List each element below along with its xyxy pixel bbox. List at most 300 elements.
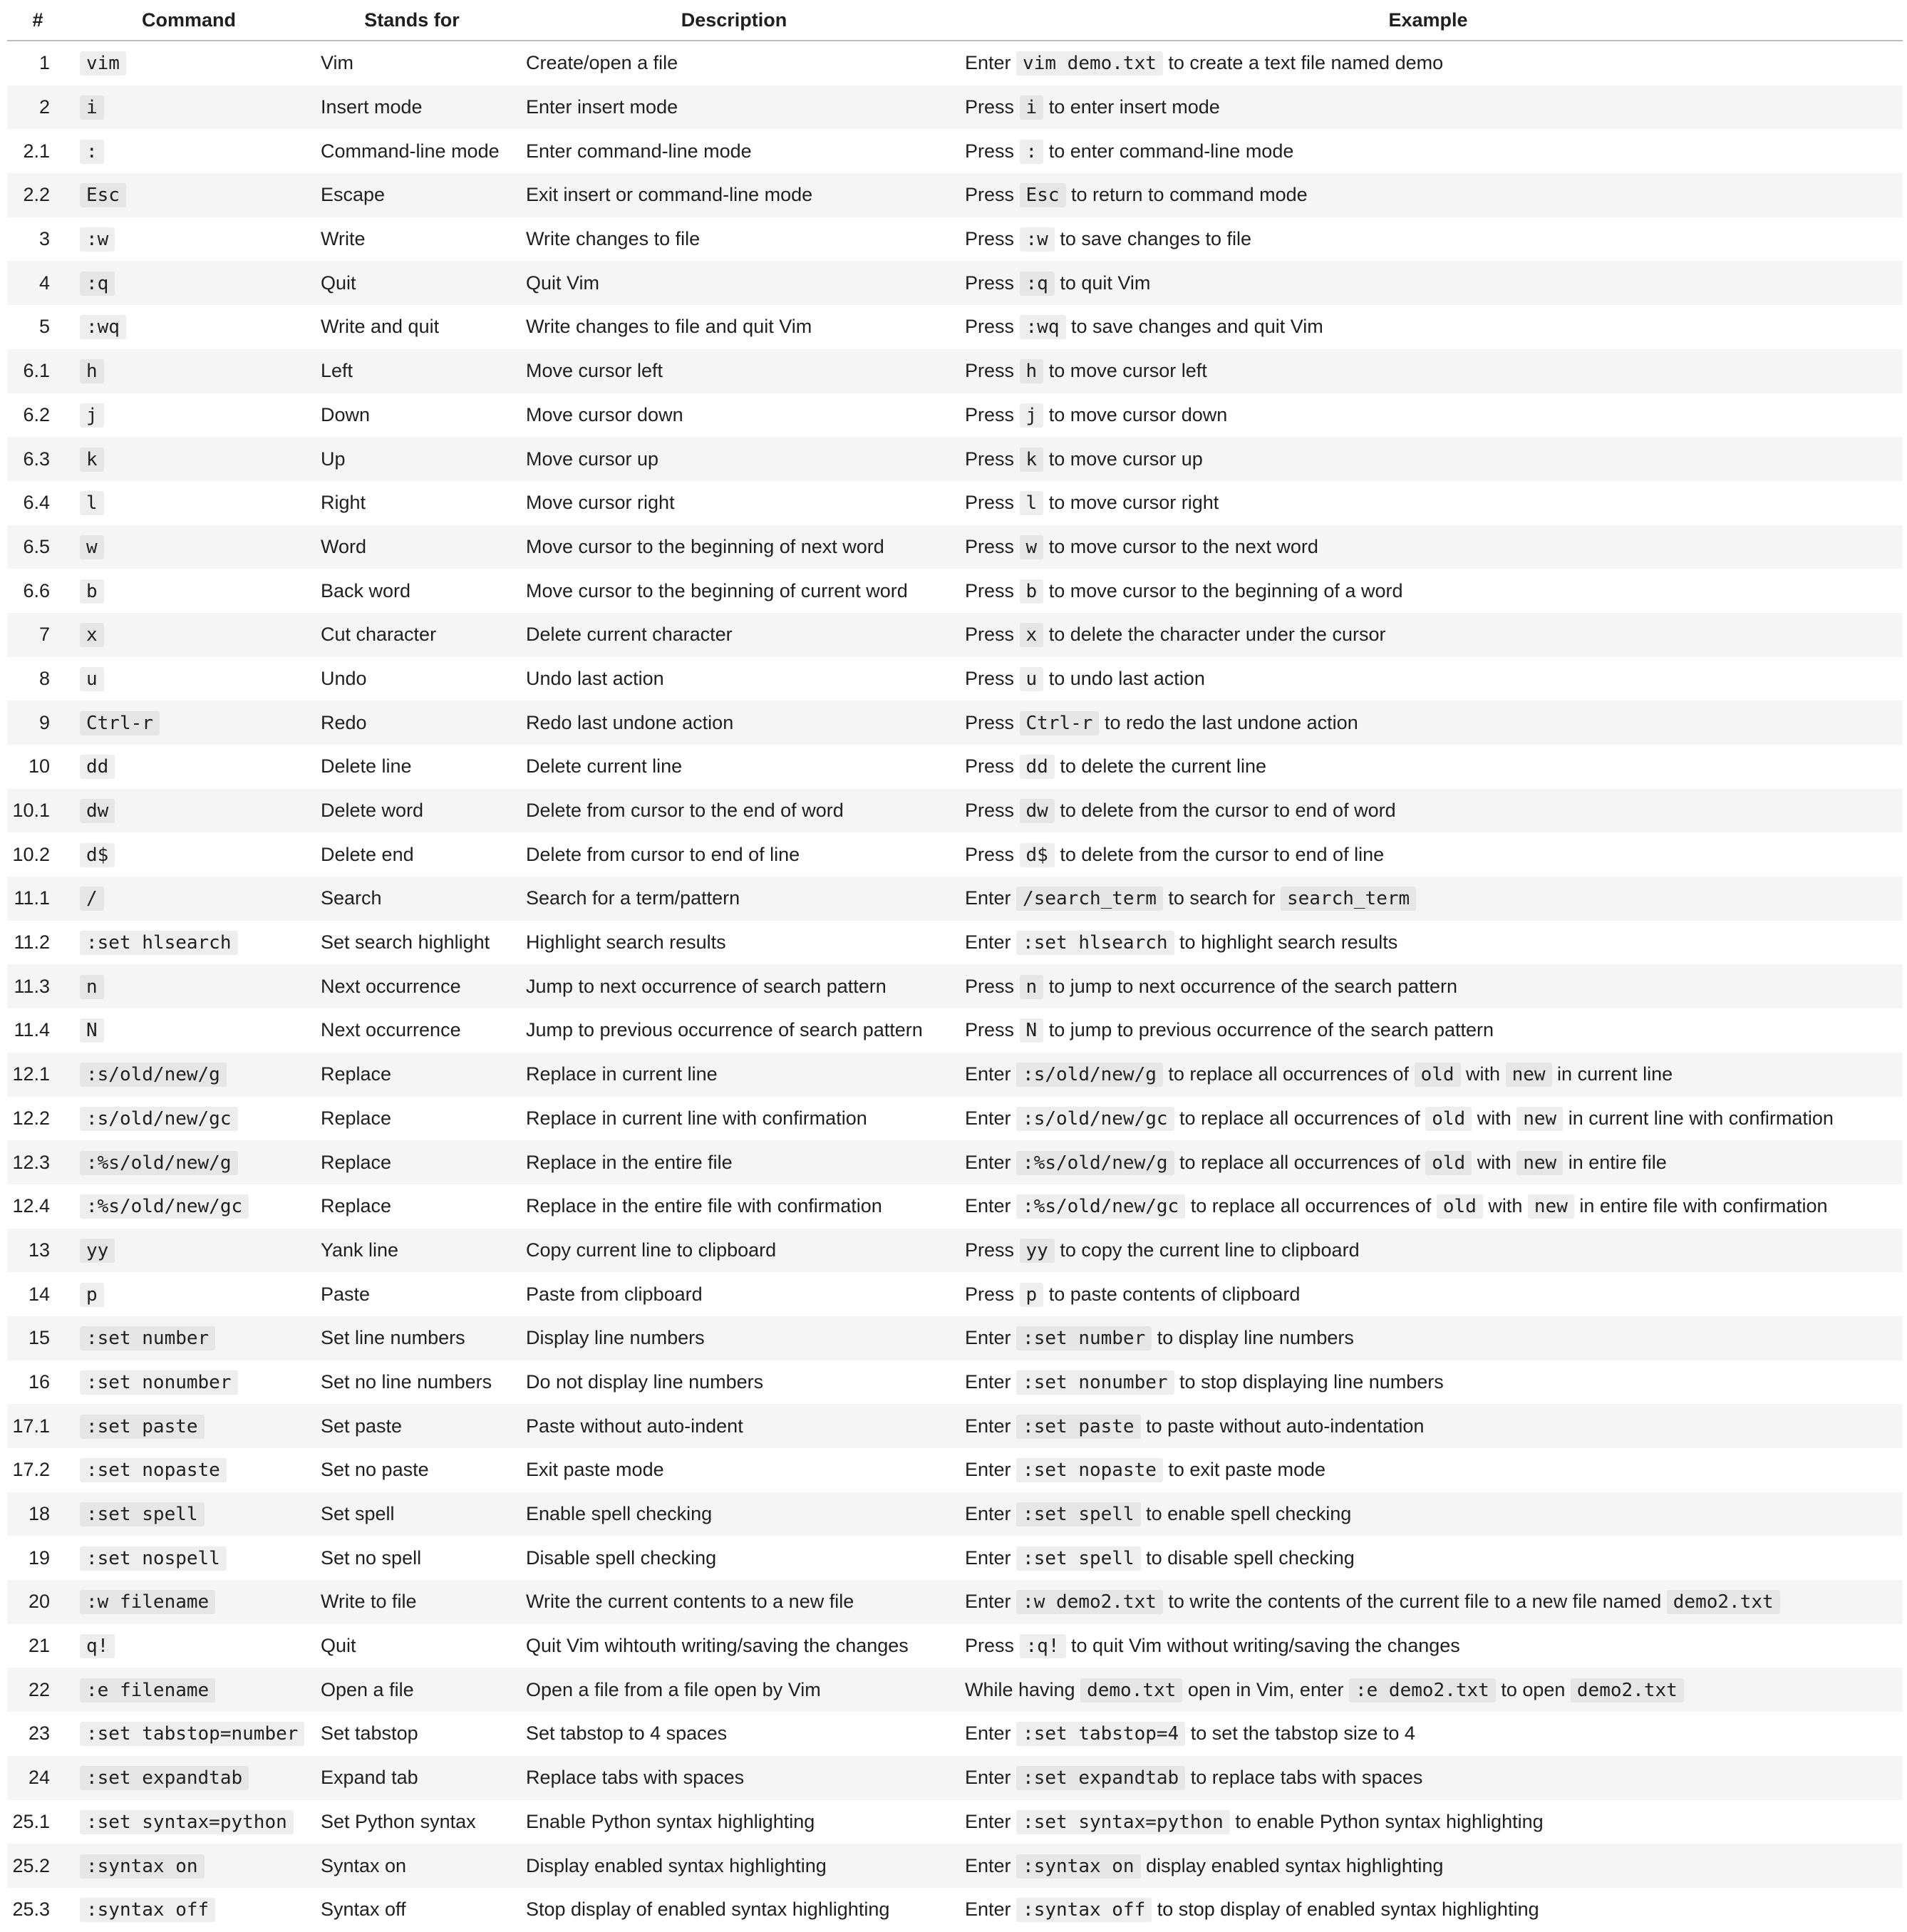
command-code: :wq bbox=[80, 315, 126, 339]
example-code: :s/old/new/g bbox=[1016, 1063, 1163, 1087]
example-code: :w bbox=[1020, 227, 1055, 252]
stands-for-cell: Quit bbox=[321, 1635, 356, 1657]
example-text: to enable spell checking bbox=[1140, 1503, 1352, 1525]
description-cell: Redo last undone action bbox=[515, 701, 954, 745]
command-cell bbox=[68, 613, 309, 657]
example-cell bbox=[954, 613, 1903, 657]
command-cell bbox=[68, 1668, 309, 1712]
table-row bbox=[7, 657, 1903, 701]
example-code: demo.txt bbox=[1080, 1678, 1182, 1703]
command-cell bbox=[68, 1229, 309, 1273]
example-text: Enter bbox=[965, 1591, 1017, 1613]
command-cell bbox=[68, 921, 309, 965]
example-code: :set syntax=python bbox=[1016, 1810, 1230, 1834]
example-text: Press bbox=[965, 711, 1020, 733]
command-cell bbox=[68, 86, 309, 130]
example-code: d$ bbox=[1020, 843, 1055, 867]
command-cell bbox=[68, 349, 309, 393]
example-code: i bbox=[1020, 95, 1044, 120]
description-cell: Exit insert or command-line mode bbox=[515, 173, 954, 217]
example-text: Enter bbox=[965, 1107, 1017, 1129]
command-cell bbox=[68, 701, 309, 745]
command-cell bbox=[68, 1053, 309, 1097]
row-number: 11.1 bbox=[7, 877, 68, 921]
stands-for-cell: Replace bbox=[321, 1195, 392, 1217]
example-cell bbox=[954, 1536, 1903, 1580]
stands-for-cell: Set no paste bbox=[321, 1459, 429, 1481]
description-cell: Display enabled syntax highlighting bbox=[515, 1844, 954, 1888]
stands-for-cell: Delete word bbox=[309, 789, 515, 833]
example-cell bbox=[954, 832, 1903, 877]
command-cell bbox=[68, 1580, 309, 1624]
example-code: new bbox=[1506, 1063, 1552, 1087]
command-cell bbox=[68, 1008, 309, 1053]
example-cell bbox=[954, 1624, 1903, 1668]
example-cell bbox=[954, 1360, 1903, 1405]
example-text: to search for bbox=[1162, 887, 1281, 909]
example-text: to move cursor up bbox=[1043, 448, 1203, 470]
row-number: 2 bbox=[7, 86, 68, 130]
stands-for-cell: Syntax on bbox=[309, 1844, 515, 1888]
table-row bbox=[7, 393, 1903, 438]
example-cell bbox=[954, 1712, 1903, 1756]
row-number: 12.4 bbox=[12, 1195, 50, 1217]
example-text: in current line with confirmation bbox=[1563, 1107, 1834, 1129]
stands-for-cell: Open a file bbox=[309, 1668, 515, 1712]
table-row bbox=[7, 1844, 1903, 1888]
command-cell bbox=[68, 832, 309, 877]
stands-for-cell: Back word bbox=[321, 579, 411, 601]
table-row bbox=[7, 921, 1903, 965]
example-code: :q bbox=[1020, 272, 1055, 296]
example-cell bbox=[954, 921, 1903, 965]
example-code: :w demo2.txt bbox=[1016, 1590, 1163, 1614]
example-text: to enter command-line mode bbox=[1043, 140, 1294, 162]
table-row bbox=[7, 1624, 1903, 1668]
example-text: Press bbox=[965, 535, 1020, 557]
example-text: Press bbox=[965, 448, 1020, 470]
row-number: 4 bbox=[7, 261, 68, 305]
row-number: 12.1 bbox=[7, 1053, 68, 1097]
command-cell bbox=[68, 1184, 309, 1229]
example-code: :set expandtab bbox=[1016, 1766, 1185, 1790]
example-text: Enter bbox=[965, 1327, 1017, 1349]
command-code: x bbox=[80, 623, 104, 647]
table-row bbox=[7, 129, 1903, 173]
example-cell bbox=[954, 86, 1903, 130]
example-cell bbox=[954, 964, 1903, 1008]
example-code: u bbox=[1020, 667, 1044, 691]
example-text: to save changes and quit Vim bbox=[1065, 316, 1323, 338]
table-row bbox=[7, 832, 1903, 877]
example-cell bbox=[954, 1272, 1903, 1316]
command-code: : bbox=[80, 140, 104, 164]
example-text: Press bbox=[965, 184, 1020, 206]
example-text: Press bbox=[965, 667, 1020, 689]
header-example: Example bbox=[954, 0, 1903, 41]
example-cell bbox=[954, 1097, 1903, 1141]
example-code: b bbox=[1020, 579, 1044, 604]
example-text: with bbox=[1472, 1107, 1517, 1129]
command-code: :set nospell bbox=[80, 1546, 227, 1571]
example-text: in entire file bbox=[1563, 1151, 1667, 1173]
row-number: 23 bbox=[28, 1722, 50, 1745]
stands-for-cell: Word bbox=[309, 525, 515, 569]
stands-for-cell: Up bbox=[309, 437, 515, 481]
example-text: Press bbox=[965, 1019, 1020, 1041]
table-row bbox=[7, 349, 1903, 393]
example-cell bbox=[954, 1404, 1903, 1448]
command-code: Esc bbox=[80, 183, 126, 207]
command-cell bbox=[68, 1536, 309, 1580]
example-code: Esc bbox=[1020, 183, 1066, 207]
table-row bbox=[7, 1053, 1903, 1097]
table-row bbox=[7, 613, 1903, 657]
table-row bbox=[7, 481, 1903, 525]
row-number: 22 bbox=[7, 1668, 68, 1712]
command-code: :syntax on bbox=[80, 1854, 205, 1879]
example-cell bbox=[954, 1316, 1903, 1360]
stands-for-cell: Insert mode bbox=[309, 86, 515, 130]
command-cell bbox=[68, 789, 309, 833]
example-text: Enter bbox=[965, 1546, 1017, 1569]
stands-for-cell: Next occurrence bbox=[309, 964, 515, 1008]
command-cell bbox=[68, 41, 309, 86]
row-number: 15 bbox=[7, 1316, 68, 1360]
stands-for-cell: Replace bbox=[321, 1107, 392, 1129]
example-text: Enter bbox=[965, 931, 1017, 954]
table-row bbox=[7, 86, 1903, 130]
example-cell bbox=[954, 1492, 1903, 1536]
example-text: to jump to previous occurrence of the search pattern bbox=[1043, 1019, 1494, 1041]
example-text: to create a text file named demo bbox=[1162, 52, 1444, 74]
example-text: to copy the current line to clipboard bbox=[1054, 1239, 1360, 1261]
stands-for-cell: Replace bbox=[309, 1140, 515, 1184]
example-cell bbox=[954, 1888, 1903, 1932]
example-text: Press bbox=[965, 140, 1020, 162]
stands-for-cell: Undo bbox=[321, 667, 367, 689]
row-number: 12.2 bbox=[12, 1107, 50, 1129]
example-text: to enter insert mode bbox=[1043, 96, 1220, 118]
command-code: w bbox=[80, 535, 104, 559]
description-cell: Move cursor right bbox=[526, 492, 675, 514]
table-row bbox=[7, 173, 1903, 217]
description-cell: Enable Python syntax highlighting bbox=[526, 1810, 815, 1832]
example-code: l bbox=[1020, 491, 1044, 515]
stands-for-cell: Expand tab bbox=[309, 1756, 515, 1800]
command-code: :set hlsearch bbox=[80, 931, 238, 955]
command-code: :set syntax=python bbox=[80, 1810, 294, 1834]
example-text: in current line bbox=[1551, 1063, 1673, 1085]
command-code: :set nopaste bbox=[80, 1458, 227, 1482]
example-text: to move cursor right bbox=[1043, 492, 1219, 514]
example-cell bbox=[954, 1053, 1903, 1097]
example-code: :set hlsearch bbox=[1016, 931, 1174, 955]
table-row bbox=[7, 1668, 1903, 1712]
row-number: 9 bbox=[7, 701, 68, 745]
example-code: : bbox=[1020, 140, 1044, 164]
stands-for-cell: Write and quit bbox=[321, 316, 440, 338]
example-code: x bbox=[1020, 623, 1044, 647]
command-cell bbox=[68, 1492, 309, 1536]
table-row bbox=[7, 1800, 1903, 1844]
command-cell bbox=[68, 1844, 309, 1888]
command-code: q! bbox=[80, 1634, 115, 1658]
command-code: :%s/old/new/g bbox=[80, 1151, 238, 1175]
example-text: Press bbox=[965, 316, 1020, 338]
example-code: :syntax off bbox=[1016, 1898, 1152, 1922]
description-cell: Delete from cursor to the end of word bbox=[515, 789, 954, 833]
example-text: to move cursor to the beginning of a word bbox=[1043, 579, 1403, 601]
example-text: to delete the current line bbox=[1054, 755, 1267, 778]
row-number: 10 bbox=[28, 755, 50, 778]
stands-for-cell: Set search highlight bbox=[321, 931, 490, 954]
example-text: Enter bbox=[965, 1459, 1017, 1481]
command-code: :set nonumber bbox=[80, 1370, 238, 1395]
example-text: Press bbox=[965, 228, 1020, 250]
example-cell bbox=[954, 1008, 1903, 1053]
command-code: d$ bbox=[80, 843, 115, 867]
example-text: in entire file with confirmation bbox=[1573, 1195, 1828, 1217]
row-number: 6.5 bbox=[7, 525, 68, 569]
command-code: u bbox=[80, 667, 104, 691]
example-text: to redo the last undone action bbox=[1099, 711, 1358, 733]
example-text: to replace all occurrences of bbox=[1185, 1195, 1437, 1217]
row-number: 6.1 bbox=[7, 349, 68, 393]
row-number: 21 bbox=[28, 1635, 50, 1657]
table-row bbox=[7, 437, 1903, 481]
example-code: w bbox=[1020, 535, 1044, 559]
example-text: display enabled syntax highlighting bbox=[1140, 1854, 1444, 1876]
command-code: vim bbox=[80, 51, 126, 76]
table-row bbox=[7, 745, 1903, 789]
example-text: with bbox=[1472, 1151, 1517, 1173]
stands-for-cell: Replace bbox=[309, 1053, 515, 1097]
stands-for-cell: Write bbox=[321, 228, 366, 250]
table-row bbox=[7, 1360, 1903, 1405]
command-cell bbox=[68, 877, 309, 921]
stands-for-cell: Set no spell bbox=[321, 1546, 422, 1569]
command-code: :syntax off bbox=[80, 1898, 215, 1922]
command-code: j bbox=[80, 403, 104, 428]
example-text: to delete from the cursor to end of line bbox=[1054, 843, 1385, 865]
example-code: :set number bbox=[1016, 1326, 1152, 1350]
description-cell: Paste without auto-indent bbox=[515, 1404, 954, 1448]
table-header-row bbox=[7, 0, 1903, 41]
example-code: :%s/old/new/gc bbox=[1016, 1194, 1185, 1219]
example-cell bbox=[954, 569, 1903, 613]
row-number: 20 bbox=[7, 1580, 68, 1624]
example-text: to jump to next occurrence of the search pattern bbox=[1043, 975, 1458, 997]
table-row bbox=[7, 877, 1903, 921]
row-number: 2.1 bbox=[23, 140, 50, 162]
example-text: Press bbox=[965, 624, 1020, 646]
command-code: N bbox=[80, 1018, 104, 1043]
example-code: :set spell bbox=[1016, 1546, 1141, 1571]
stands-for-cell: Redo bbox=[309, 701, 515, 745]
example-text: to replace all occurrences of bbox=[1162, 1063, 1415, 1085]
description-cell: Write changes to file bbox=[526, 228, 701, 250]
example-cell bbox=[954, 657, 1903, 701]
example-text: Press bbox=[965, 272, 1020, 294]
table-row bbox=[7, 217, 1903, 262]
example-text: Enter bbox=[965, 1415, 1017, 1437]
description-cell: Move cursor to the beginning of next word bbox=[515, 525, 954, 569]
description-cell: Move cursor left bbox=[515, 349, 954, 393]
stands-for-cell: Down bbox=[321, 403, 371, 425]
row-number: 17.2 bbox=[12, 1459, 50, 1481]
command-code: i bbox=[80, 95, 104, 120]
command-code: h bbox=[80, 359, 104, 383]
example-cell bbox=[954, 349, 1903, 393]
example-cell bbox=[954, 525, 1903, 569]
header-num: # bbox=[7, 0, 68, 41]
command-code: dw bbox=[80, 799, 115, 823]
example-cell bbox=[954, 217, 1903, 262]
example-code: demo2.txt bbox=[1571, 1678, 1684, 1703]
command-cell bbox=[68, 1888, 309, 1932]
command-cell bbox=[68, 1316, 309, 1360]
description-cell: Highlight search results bbox=[526, 931, 726, 954]
command-cell bbox=[68, 393, 309, 438]
command-cell bbox=[68, 657, 309, 701]
row-number: 19 bbox=[28, 1546, 50, 1569]
example-cell bbox=[954, 129, 1903, 173]
example-text: to move cursor to the next word bbox=[1043, 535, 1318, 557]
example-code: j bbox=[1020, 403, 1044, 428]
table-row bbox=[7, 701, 1903, 745]
description-cell: Jump to previous occurrence of search pattern bbox=[526, 1019, 923, 1041]
stands-for-cell: Vim bbox=[321, 52, 354, 74]
table-row bbox=[7, 1097, 1903, 1141]
example-code: :wq bbox=[1020, 315, 1066, 339]
row-number: 11.3 bbox=[7, 964, 68, 1008]
description-cell: Search for a term/pattern bbox=[515, 877, 954, 921]
row-number: 18 bbox=[7, 1492, 68, 1536]
example-code: new bbox=[1528, 1194, 1574, 1219]
example-code: old bbox=[1425, 1107, 1472, 1131]
description-cell: Stop display of enabled syntax highlighting bbox=[526, 1899, 890, 1921]
command-cell bbox=[68, 1448, 309, 1492]
command-code: :set spell bbox=[80, 1502, 205, 1527]
description-cell: Delete current line bbox=[526, 755, 683, 778]
example-text: to move cursor left bbox=[1043, 360, 1207, 382]
description-cell: Delete current character bbox=[515, 613, 954, 657]
command-code: :%s/old/new/gc bbox=[80, 1194, 249, 1219]
description-cell: Display line numbers bbox=[515, 1316, 954, 1360]
example-cell bbox=[954, 173, 1903, 217]
stands-for-cell: Write to file bbox=[309, 1580, 515, 1624]
command-cell bbox=[68, 1712, 309, 1756]
example-text: to move cursor down bbox=[1043, 403, 1228, 425]
command-cell bbox=[68, 1756, 309, 1800]
table-row bbox=[7, 1756, 1903, 1800]
table-row bbox=[7, 1140, 1903, 1184]
example-code: old bbox=[1415, 1063, 1461, 1087]
example-text: Press bbox=[965, 755, 1020, 778]
table-row bbox=[7, 1184, 1903, 1229]
example-text: While having bbox=[965, 1678, 1081, 1700]
command-code: / bbox=[80, 887, 104, 911]
table-row bbox=[7, 525, 1903, 569]
command-cell bbox=[68, 1272, 309, 1316]
example-cell bbox=[954, 393, 1903, 438]
command-cell bbox=[68, 305, 309, 349]
description-cell: Do not display line numbers bbox=[526, 1370, 764, 1393]
command-code: :s/old/new/gc bbox=[80, 1107, 238, 1131]
description-cell: Create/open a file bbox=[526, 52, 678, 74]
example-text: Enter bbox=[965, 1151, 1017, 1173]
table-row bbox=[7, 1448, 1903, 1492]
example-cell bbox=[954, 261, 1903, 305]
row-number: 8 bbox=[38, 667, 50, 689]
example-code: :e demo2.txt bbox=[1349, 1678, 1496, 1703]
stands-for-cell: Set spell bbox=[309, 1492, 515, 1536]
description-cell: Move cursor to the beginning of current word bbox=[526, 579, 908, 601]
example-text: Enter bbox=[965, 887, 1017, 909]
example-text: to set the tabstop size to 4 bbox=[1185, 1722, 1415, 1745]
example-code: /search_term bbox=[1016, 887, 1163, 911]
example-cell bbox=[954, 877, 1903, 921]
header-command: Command bbox=[68, 0, 309, 41]
example-code: :s/old/new/gc bbox=[1016, 1107, 1174, 1131]
example-text: Enter bbox=[965, 1063, 1017, 1085]
command-code: dd bbox=[80, 755, 115, 779]
example-cell bbox=[954, 745, 1903, 789]
example-text: to replace all occurrences of bbox=[1174, 1107, 1426, 1129]
example-text: Enter bbox=[965, 1722, 1017, 1745]
row-number: 13 bbox=[7, 1229, 68, 1273]
stands-for-cell: Syntax off bbox=[321, 1899, 406, 1921]
description-cell: Copy current line to clipboard bbox=[515, 1229, 954, 1273]
command-cell bbox=[68, 437, 309, 481]
command-cell bbox=[68, 173, 309, 217]
example-code: p bbox=[1020, 1283, 1044, 1307]
example-text: to quit Vim bbox=[1054, 272, 1151, 294]
example-code: Ctrl-r bbox=[1020, 711, 1100, 735]
row-number: 6.4 bbox=[23, 492, 50, 514]
row-number: 5 bbox=[38, 316, 50, 338]
description-cell: Move cursor up bbox=[515, 437, 954, 481]
stands-for-cell: Set Python syntax bbox=[321, 1810, 476, 1832]
description-cell: Replace tabs with spaces bbox=[515, 1756, 954, 1800]
row-number: 7 bbox=[7, 613, 68, 657]
stands-for-cell: Cut character bbox=[309, 613, 515, 657]
table-row bbox=[7, 305, 1903, 349]
example-text: to paste contents of clipboard bbox=[1043, 1283, 1301, 1305]
command-cell bbox=[68, 1097, 309, 1141]
example-cell bbox=[954, 481, 1903, 525]
example-code: h bbox=[1020, 359, 1044, 383]
description-cell: Enable spell checking bbox=[515, 1492, 954, 1536]
example-cell bbox=[954, 41, 1903, 86]
command-code: :set tabstop=number bbox=[80, 1722, 304, 1746]
table-row bbox=[7, 1008, 1903, 1053]
stands-for-cell: Delete end bbox=[321, 843, 414, 865]
table-row bbox=[7, 41, 1903, 86]
example-code: n bbox=[1020, 975, 1044, 999]
example-code: new bbox=[1516, 1107, 1563, 1131]
stands-for-cell: Quit bbox=[309, 261, 515, 305]
example-text: to replace tabs with spaces bbox=[1185, 1767, 1423, 1789]
header-stands-for: Stands for bbox=[309, 0, 515, 41]
example-code: dd bbox=[1020, 755, 1055, 779]
example-text: to write the contents of the current file to a new file named bbox=[1162, 1591, 1667, 1613]
row-number: 11.4 bbox=[14, 1019, 50, 1041]
example-code: :set nonumber bbox=[1016, 1370, 1174, 1395]
example-cell bbox=[954, 1184, 1903, 1229]
example-text: to delete the character under the cursor bbox=[1043, 624, 1386, 646]
